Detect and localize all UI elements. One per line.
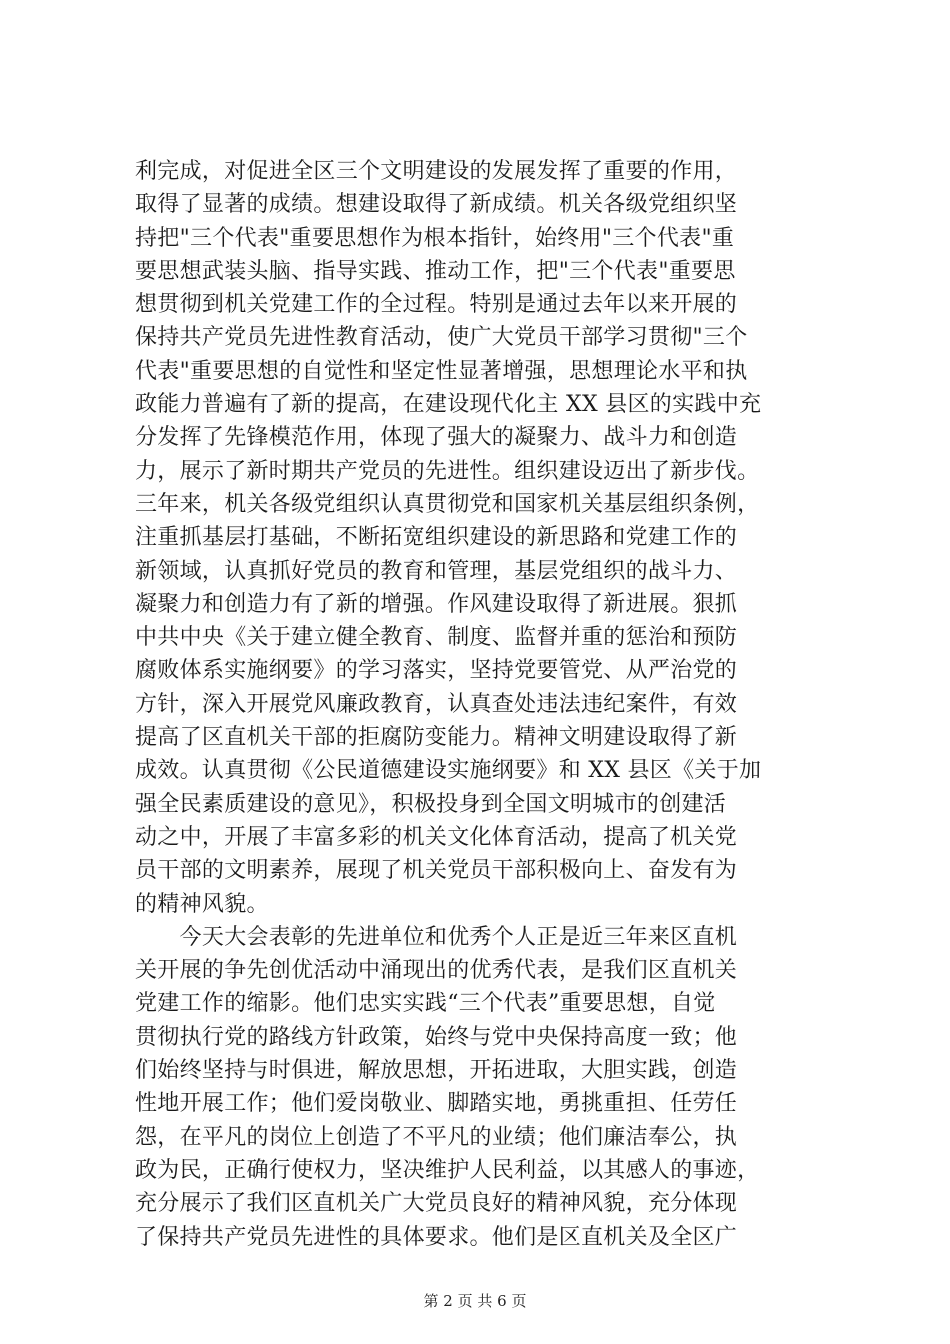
text-line: 凝聚力和创造力有了新的增强。作风建设取得了新进展。狠抓 xyxy=(135,591,738,617)
text-line: 方针，深入开展党风廉政教育，认真查处违法违纪案件，有效 xyxy=(135,691,738,717)
text-line: 提高了区直机关干部的拒腐防变能力。精神文明建设取得了新 xyxy=(135,725,738,751)
text-line: 贯彻执行党的路线方针政策，始终与党中央保持高度一致；他 xyxy=(135,1024,738,1050)
text-line: 保持共产党员先进性教育活动，使广大党员干部学习贯彻"三个 xyxy=(135,325,748,351)
text-line: 中共中央《关于建立健全教育、制度、监督并重的惩治和预防 xyxy=(135,625,738,651)
text-line: 持把"三个代表"重要思想作为根本指针，始终用"三个代表"重 xyxy=(135,225,735,251)
page-number-footer: 第 2 页 共 6 页 xyxy=(423,1292,527,1310)
text-line: 强全民素质建设的意见》，积极投身到全国文明城市的创建活 xyxy=(135,791,727,817)
text-line: 怨，在平凡的岗位上创造了不平凡的业绩；他们廉洁奉公，执 xyxy=(135,1124,738,1150)
text-line: 充分展示了我们区直机关广大党员良好的精神风貌，充分体现 xyxy=(135,1191,738,1217)
text-line: 党建工作的缩影。他们忠实实践“三个代表”重要思想，自觉 xyxy=(135,991,716,1017)
text-line: 三年来，机关各级党组织认真贯彻党和国家机关基层组织条例， xyxy=(135,491,760,517)
text-line: 政为民，正确行使权力，坚决维护人民利益，以其感人的事迹， xyxy=(135,1157,760,1183)
text-line: 注重抓基层打基础，不断拓宽组织建设的新思路和党建工作的 xyxy=(135,525,738,551)
text-line: 分发挥了先锋模范作用，体现了强大的凝聚力、战斗力和创造 xyxy=(135,425,738,451)
text-line: 们始终坚持与时俱进，解放思想，开拓进取，大胆实践，创造 xyxy=(135,1058,738,1084)
text-line: 员干部的文明素养，展现了机关党员干部积极向上、奋发有为 xyxy=(135,858,738,884)
text-line: 政能力普遍有了新的提高，在建设现代化主 XX 县区的实践中充 xyxy=(135,392,762,418)
text-line: 的精神风貌。 xyxy=(135,891,269,917)
text-line: 了保持共产党员先进性的具体要求。他们是区直机关及全区广 xyxy=(135,1224,738,1250)
text-line: 性地开展工作；他们爱岗敬业、脚踏实地，勇挑重担、任劳任 xyxy=(135,1091,738,1117)
text-line: 利完成，对促进全区三个文明建设的发展发挥了重要的作用， xyxy=(135,159,738,184)
text-line: 腐败体系实施纲要》的学习落实，坚持党要管党、从严治党的 xyxy=(135,658,738,684)
text-line: 动之中，开展了丰富多彩的机关文化体育活动，提高了机关党 xyxy=(135,824,738,850)
text-line: 新领域，认真抓好党员的教育和管理，基层党组织的战斗力、 xyxy=(135,558,738,584)
text-line: 取得了显著的成绩。想建设取得了新成绩。机关各级党组织坚 xyxy=(135,192,738,218)
text-line: 力，展示了新时期共产党员的先进性。组织建设迈出了新步伐。 xyxy=(135,458,760,484)
text-line: 今天大会表彰的先进单位和优秀个人正是近三年来区直机 xyxy=(135,924,738,950)
text-line: 关开展的争先创优活动中涌现出的优秀代表，是我们区直机关 xyxy=(135,958,738,984)
text-line: 要思想武装头脑、指导实践、推动工作，把"三个代表"重要思 xyxy=(135,258,736,284)
text-line: 成效。认真贯彻《公民道德建设实施纲要》和 XX 县区《关于加 xyxy=(135,758,762,784)
text-line: 代表"重要思想的自觉性和坚定性显著增强，思想理论水平和执 xyxy=(135,358,748,384)
body-text xyxy=(135,155,835,1254)
text-line: 想贯彻到机关党建工作的全过程。特别是通过去年以来开展的 xyxy=(135,292,738,318)
